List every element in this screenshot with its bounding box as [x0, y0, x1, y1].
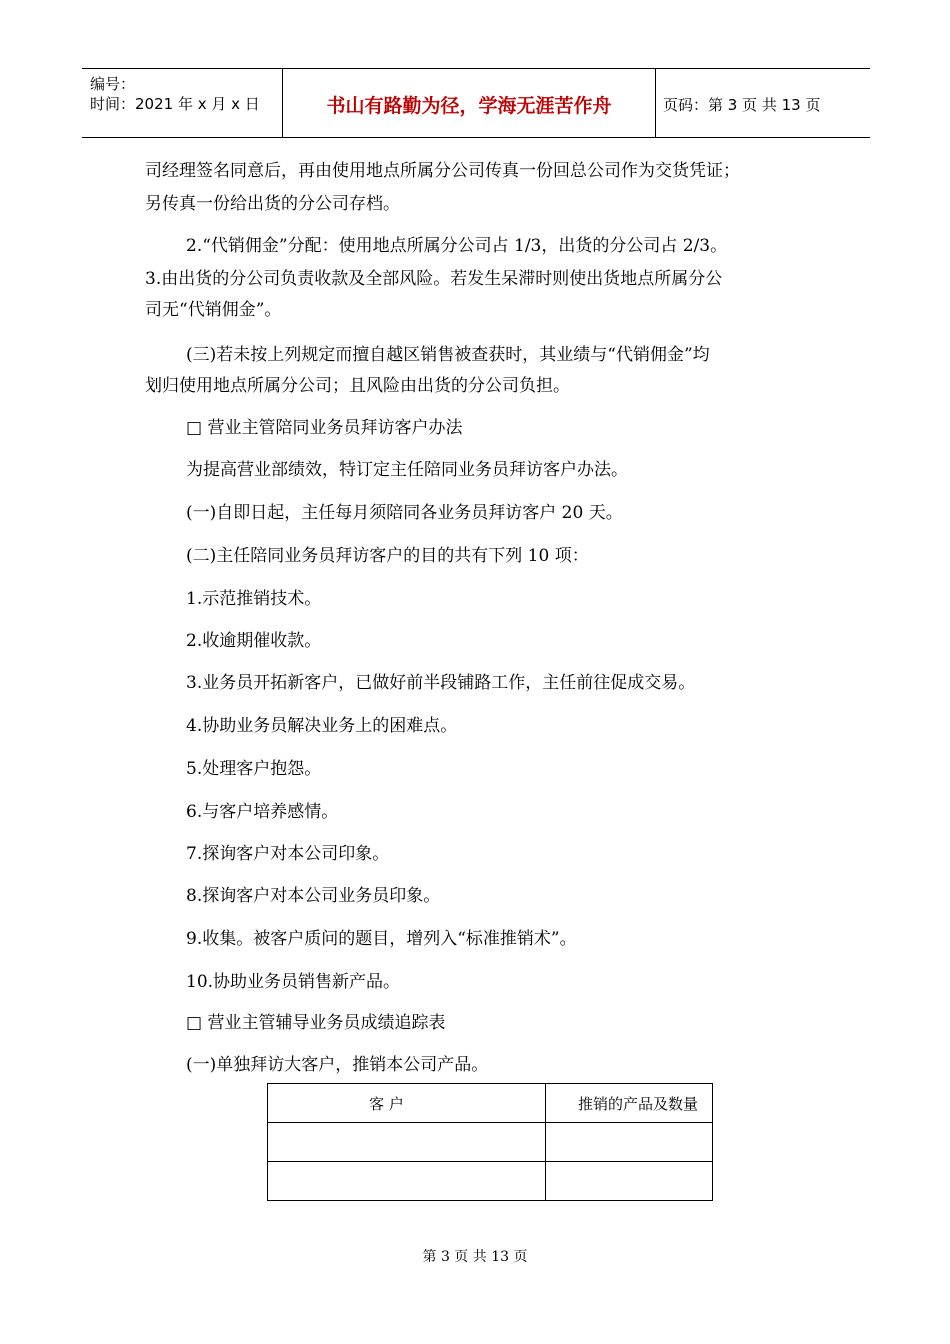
- section-heading: □ 营业主管辅导业务员成绩追踪表: [186, 1013, 446, 1033]
- body-line: 2.“代销佣金”分配：使用地点所属分公司占 1/3，出货的分公司占 2/3。: [186, 236, 728, 256]
- list-item: 1.示范推销技术。: [186, 589, 322, 609]
- list-item: 3.业务员开拓新客户，已做好前半段铺路工作，主任前往促成交易。: [186, 673, 696, 693]
- column-header-customer: 客 户: [268, 1084, 546, 1123]
- header-motto: 书山有路勤为径，学海无涯苦作舟: [326, 95, 612, 117]
- section-heading: □ 营业主管陪同业务员拜访客户办法: [186, 418, 463, 438]
- header-page-info: 页码：第 3 页 共 13 页: [663, 96, 821, 114]
- header-meta-cell: [82, 69, 282, 137]
- number-label: 编号：: [90, 75, 136, 93]
- header-page-cell: [655, 69, 870, 137]
- table-row: [268, 1162, 713, 1201]
- list-item: 8.探询客户对本公司业务员印象。: [186, 886, 441, 906]
- column-header-products: 推销的产品及数量: [546, 1084, 713, 1123]
- list-item: 5.处理客户抱怨。: [186, 759, 322, 779]
- body-line: (一)自即日起，主任每月须陪同各业务员拜访客户 20 天。: [186, 503, 623, 523]
- header-motto-cell: [282, 69, 656, 137]
- body-line: (三)若未按上列规定而擅自越区销售被查获时，其业绩与“代销佣金”均: [186, 345, 710, 365]
- body-line: (二)主任陪同业务员拜访客户的目的共有下列 10 项：: [186, 546, 589, 566]
- body-line: 为提高营业部绩效，特订定主任陪同业务员拜访客户办法。: [186, 460, 628, 480]
- list-item: 7.探询客户对本公司印象。: [186, 844, 390, 864]
- table-row: [268, 1123, 713, 1162]
- table-cell: [268, 1162, 546, 1201]
- document-header: [82, 68, 870, 138]
- table-cell: [546, 1123, 713, 1162]
- table-cell: [546, 1162, 713, 1201]
- body-line: 另传真一份给出货的分公司存档。: [145, 194, 400, 214]
- table-cell: [268, 1123, 546, 1162]
- date-label: 时间：2021 年 x 月 x 日: [90, 95, 260, 113]
- table-header-row: [268, 1084, 713, 1123]
- list-item: 6.与客户培养感情。: [186, 802, 339, 822]
- body-line: 3.由出货的分公司负责收款及全部风险。若发生呆滞时则使出货地点所属分公: [145, 269, 723, 289]
- page-footer: 第 3 页 共 13 页: [422, 1249, 528, 1265]
- tracking-table: [267, 1083, 713, 1201]
- list-item: 4.协助业务员解决业务上的困难点。: [186, 716, 458, 736]
- body-line: 司无“代销佣金”。: [145, 300, 282, 320]
- body-line: 司经理签名同意后，再由使用地点所属分公司传真一份回总公司作为交货凭证；: [145, 161, 740, 181]
- body-line: (一)单独拜访大客户，推销本公司产品。: [186, 1055, 489, 1075]
- list-item: 10.协助业务员销售新产品。: [186, 972, 401, 992]
- list-item: 2.收逾期催收款。: [186, 631, 322, 651]
- list-item: 9.收集。被客户质问的题目，增列入“标准推销术”。: [186, 929, 577, 949]
- body-line: 划归使用地点所属分公司；且风险由出货的分公司负担。: [145, 376, 570, 396]
